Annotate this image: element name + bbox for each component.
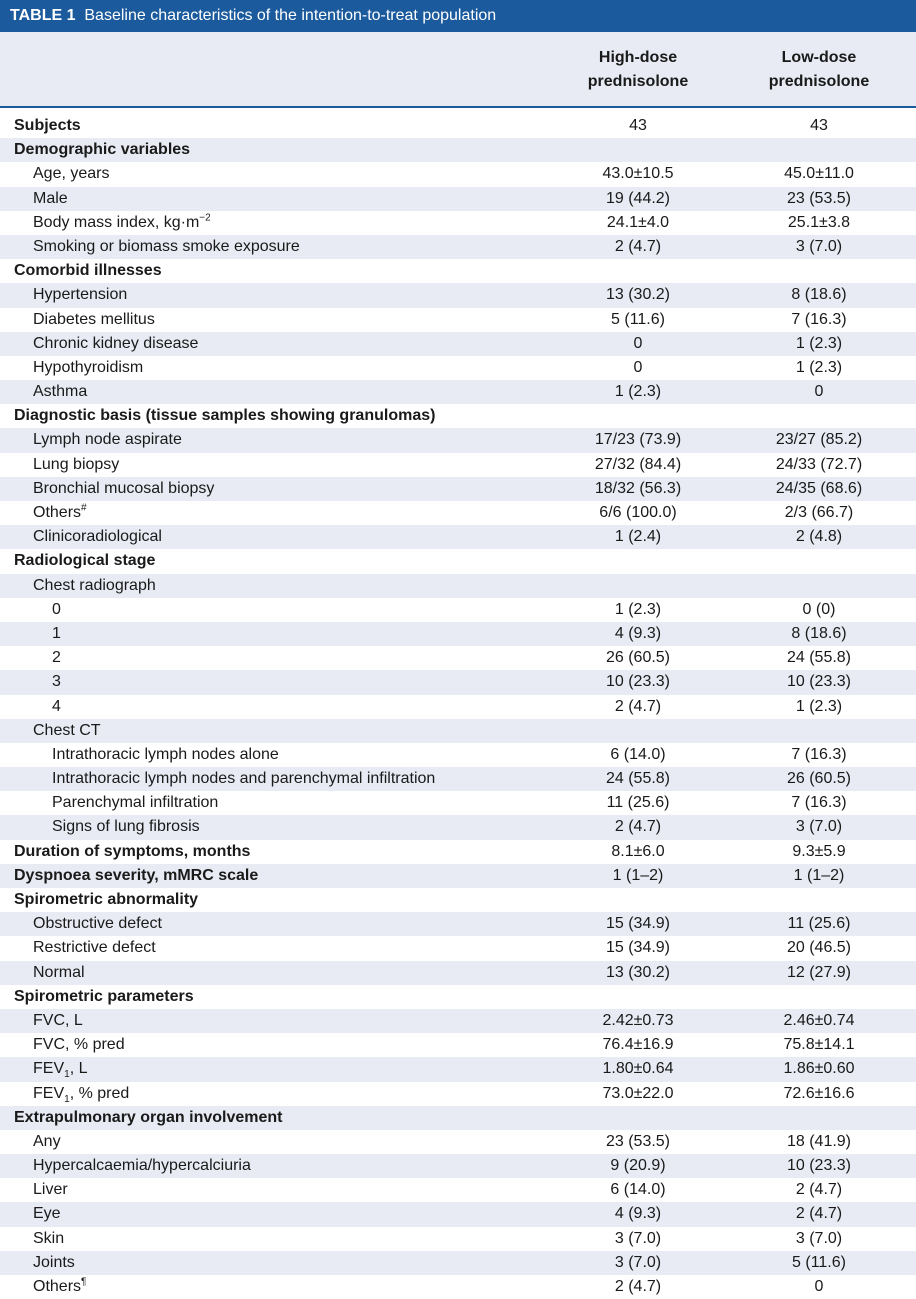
section-row	[0, 864, 916, 888]
row-label	[33, 235, 300, 259]
row-label-text: Others	[33, 504, 82, 521]
column-header-high-dose	[558, 46, 718, 94]
section-row	[0, 549, 916, 573]
table-title: Baseline characteristics of the intention-to-treat population	[84, 7, 497, 24]
low-dose-value: 5 (11.6)	[792, 1253, 846, 1271]
row-label-text: Demographic variables	[14, 141, 191, 159]
row-label-text: Intrathoracic lymph nodes and parenchymal infiltration	[52, 770, 436, 788]
row-label	[14, 888, 198, 912]
row-label-text: Hypothyroidism	[33, 358, 144, 376]
row-label	[33, 332, 198, 356]
table-row	[0, 356, 916, 380]
high-dose-value: 19 (44.2)	[605, 189, 671, 207]
table-row	[0, 646, 916, 670]
low-dose-value: 43	[810, 117, 828, 134]
high-dose-value: 1 (2.4)	[614, 528, 662, 546]
row-label	[52, 670, 61, 694]
row-label	[33, 211, 211, 235]
row-label	[33, 1057, 87, 1081]
table-row	[0, 1009, 916, 1033]
table-label: TABLE 1	[10, 7, 76, 24]
high-dose-value: 1 (1–2)	[612, 866, 664, 884]
low-dose-value: 45.0±11.0	[784, 165, 854, 183]
row-label-text: Dyspnoea severity, mMRC scale	[14, 866, 259, 884]
table-body	[0, 114, 916, 1299]
row-label	[33, 961, 85, 985]
low-dose-value: 24 (55.8)	[786, 649, 852, 667]
high-dose-value: 3 (7.0)	[614, 1253, 662, 1271]
low-dose-value: 2 (4.7)	[795, 1181, 843, 1199]
row-label-text: Liver	[33, 1181, 68, 1199]
row-label-text: Body mass index, kg·m	[33, 213, 200, 231]
low-dose-value: 12 (27.9)	[786, 963, 852, 981]
low-dose-value: 3 (7.0)	[795, 237, 843, 255]
row-label	[33, 912, 162, 936]
high-dose-value: 1 (2.3)	[614, 383, 662, 401]
high-dose-value: 9 (20.9)	[610, 1157, 666, 1175]
table-row	[0, 380, 916, 404]
row-label-text: Asthma	[33, 383, 88, 401]
row-label	[14, 549, 155, 573]
low-dose-value: 0	[814, 1278, 824, 1295]
row-label-text: Duration of symptoms, months	[14, 842, 251, 860]
row-label-text: Spirometric parameters	[14, 987, 194, 1005]
high-dose-value: 2 (4.7)	[614, 237, 662, 255]
table-row	[0, 791, 916, 815]
row-label	[14, 259, 162, 283]
footnote-marker: −2	[199, 212, 211, 224]
low-dose-value: 9.3±5.9	[792, 842, 846, 860]
low-dose-value: 10 (23.3)	[786, 673, 852, 691]
high-dose-value: 18/32 (56.3)	[594, 479, 682, 497]
row-label	[14, 1106, 283, 1130]
high-dose-value: 13 (30.2)	[605, 286, 671, 304]
table-row	[0, 332, 916, 356]
row-label-text: Signs of lung fibrosis	[52, 818, 200, 836]
row-label	[33, 308, 155, 332]
high-dose-value: 6/6 (100.0)	[599, 504, 677, 521]
row-label	[33, 380, 87, 404]
low-dose-value: 26 (60.5)	[786, 770, 852, 788]
high-dose-value: 15 (34.9)	[605, 939, 671, 957]
row-label-text: Skin	[33, 1229, 65, 1247]
row-label-text: Any	[33, 1132, 61, 1150]
table-row	[0, 477, 916, 501]
low-dose-value: 20 (46.5)	[786, 939, 852, 957]
row-label-text: Diabetes mellitus	[33, 310, 155, 328]
section-row	[0, 888, 916, 912]
high-dose-value: 2.42±0.73	[602, 1011, 674, 1029]
high-dose-value: 5 (11.6)	[611, 310, 665, 328]
row-label	[33, 525, 162, 549]
low-dose-value: 23/27 (85.2)	[775, 431, 863, 449]
row-label	[33, 477, 214, 501]
high-dose-value: 10 (23.3)	[605, 673, 671, 691]
high-dose-value: 43	[629, 117, 647, 134]
high-dose-value: 4 (9.3)	[614, 1205, 662, 1223]
high-dose-value: 43.0±10.5	[602, 165, 674, 183]
row-label	[33, 1178, 68, 1202]
high-dose-value: 6 (14.0)	[610, 745, 666, 763]
row-label	[33, 162, 109, 186]
table-row	[0, 1033, 916, 1057]
high-dose-value: 2 (4.7)	[614, 697, 662, 715]
low-dose-value: 1.86±0.60	[783, 1060, 855, 1078]
row-label-text: 4	[52, 697, 61, 715]
row-label	[33, 1227, 64, 1251]
section-row	[0, 985, 916, 1009]
high-dose-value: 24.1±4.0	[606, 213, 670, 231]
row-label	[52, 646, 61, 670]
row-label	[52, 767, 435, 791]
row-label-text: Chest CT	[33, 721, 101, 739]
table-row	[0, 670, 916, 694]
high-dose-value: 6 (14.0)	[610, 1181, 666, 1199]
row-label-text: Bronchial mucosal biopsy	[33, 479, 215, 497]
subscript: 1	[64, 1069, 70, 1081]
row-label	[52, 622, 61, 646]
row-label-text: 0	[52, 600, 61, 618]
row-label-text: Diagnostic basis (tissue samples showing granulomas)	[14, 407, 436, 425]
row-label-text: Age, years	[33, 165, 110, 183]
table-row	[0, 211, 916, 235]
section-row	[0, 138, 916, 162]
low-dose-value: 8 (18.6)	[791, 286, 847, 304]
low-dose-value: 0 (0)	[802, 600, 836, 618]
low-dose-value: 8 (18.6)	[791, 624, 847, 642]
low-dose-value: 23 (53.5)	[786, 189, 852, 207]
table-row	[0, 961, 916, 985]
table-row	[0, 815, 916, 839]
row-label-tail: , % pred	[69, 1084, 130, 1102]
section-row	[0, 1106, 916, 1130]
table-row	[0, 912, 916, 936]
high-dose-value: 4 (9.3)	[614, 624, 662, 642]
high-dose-value: 17/23 (73.9)	[594, 431, 682, 449]
table-row	[0, 1227, 916, 1251]
table-title-bar	[0, 0, 916, 32]
high-dose-value: 15 (34.9)	[605, 915, 671, 933]
row-label-text: Chest radiograph	[33, 576, 156, 594]
row-label-text: Chronic kidney disease	[33, 334, 199, 352]
high-dose-value: 0	[633, 358, 643, 376]
row-label-text: 1	[52, 624, 61, 642]
row-label-text: Lung biopsy	[33, 455, 120, 473]
row-label	[14, 114, 81, 138]
table-row	[0, 1251, 916, 1275]
row-label	[33, 1275, 86, 1299]
row-label	[52, 695, 61, 719]
table-row	[0, 187, 916, 211]
column-header-low-dose	[739, 46, 899, 94]
row-label	[52, 598, 61, 622]
row-label-text: FEV	[33, 1060, 65, 1078]
high-dose-value: 23 (53.5)	[605, 1132, 671, 1150]
low-dose-value: 24/35 (68.6)	[775, 479, 863, 497]
row-label-tail: , L	[69, 1060, 88, 1078]
low-dose-value: 11 (25.6)	[787, 915, 851, 933]
row-label-text: Male	[33, 189, 68, 207]
low-dose-value: 0	[814, 383, 824, 401]
row-label	[33, 1202, 61, 1226]
column-header-line: High-dose	[598, 49, 678, 66]
section-row	[0, 114, 916, 138]
row-label-text: Others	[33, 1278, 82, 1295]
low-dose-value: 7 (16.3)	[791, 310, 847, 328]
row-label	[14, 864, 258, 888]
section-row	[0, 840, 916, 864]
row-label-text: Subjects	[14, 117, 81, 134]
row-label	[33, 574, 156, 598]
row-label	[33, 1082, 129, 1106]
column-header-line: Low-dose	[781, 49, 857, 66]
table-header	[0, 32, 916, 108]
row-label-text: FEV	[33, 1084, 65, 1102]
table-row	[0, 743, 916, 767]
row-label-text: FVC, L	[33, 1011, 83, 1029]
subscript: 1	[64, 1093, 70, 1105]
table-row	[0, 1275, 916, 1299]
row-label-text: Obstructive defect	[33, 915, 162, 933]
low-dose-value: 72.6±16.6	[783, 1084, 855, 1102]
table-row	[0, 936, 916, 960]
low-dose-value: 1 (1–2)	[793, 866, 845, 884]
row-label-text: Comorbid illnesses	[14, 262, 162, 280]
low-dose-value: 75.8±14.1	[783, 1036, 855, 1054]
table-row	[0, 1130, 916, 1154]
section-row	[0, 404, 916, 428]
table-row	[0, 308, 916, 332]
table-row	[0, 622, 916, 646]
high-dose-value: 1 (2.3)	[614, 600, 662, 618]
table-row	[0, 598, 916, 622]
row-label-text: Parenchymal infiltration	[52, 794, 219, 812]
row-label	[33, 428, 182, 452]
row-label-text: Extrapulmonary organ involvement	[14, 1108, 283, 1126]
row-label	[33, 1009, 83, 1033]
row-label	[33, 187, 68, 211]
table-row	[0, 525, 916, 549]
row-label-text: 2	[52, 649, 61, 667]
high-dose-value: 2 (4.7)	[614, 818, 662, 836]
low-dose-value: 1 (2.3)	[795, 697, 843, 715]
low-dose-value: 2/3 (66.7)	[784, 504, 854, 521]
row-label-text: Intrathoracic lymph nodes alone	[52, 745, 279, 763]
row-label	[33, 1251, 75, 1275]
row-label-text: Radiological stage	[14, 552, 156, 570]
table-row	[0, 235, 916, 259]
high-dose-value: 24 (55.8)	[605, 770, 671, 788]
row-label	[14, 985, 194, 1009]
row-label	[33, 1033, 125, 1057]
low-dose-value: 3 (7.0)	[795, 818, 843, 836]
row-label	[14, 138, 190, 162]
footnote-marker: ¶	[81, 1276, 87, 1288]
low-dose-value: 25.1±3.8	[787, 213, 851, 231]
table-row	[0, 719, 916, 743]
row-label-text: Lymph node aspirate	[33, 431, 182, 449]
row-label-text: Hypertension	[33, 286, 128, 304]
row-label	[33, 501, 87, 525]
row-label-text: Restrictive defect	[33, 939, 156, 957]
footnote-marker: #	[81, 502, 87, 514]
row-label-text: Spirometric abnormality	[14, 891, 199, 908]
row-label	[33, 453, 119, 477]
row-label	[33, 1154, 251, 1178]
high-dose-value: 73.0±22.0	[602, 1084, 674, 1102]
high-dose-value: 13 (30.2)	[605, 963, 671, 981]
table-row	[0, 453, 916, 477]
low-dose-value: 1 (2.3)	[795, 334, 843, 352]
row-label-text: Eye	[33, 1205, 61, 1223]
high-dose-value: 0	[633, 334, 643, 352]
row-label-text: Clinicoradiological	[33, 528, 162, 546]
row-label	[33, 936, 156, 960]
row-label	[33, 1130, 61, 1154]
low-dose-value: 24/33 (72.7)	[775, 455, 863, 473]
table-row	[0, 1154, 916, 1178]
row-label-text: Hypercalcaemia/hypercalciuria	[33, 1157, 251, 1175]
low-dose-value: 18 (41.9)	[786, 1132, 852, 1150]
table-row	[0, 1178, 916, 1202]
high-dose-value: 26 (60.5)	[605, 649, 671, 667]
table-row	[0, 428, 916, 452]
row-label-text: FVC, % pred	[33, 1036, 125, 1054]
row-label-text: Normal	[33, 963, 85, 981]
row-label	[33, 356, 143, 380]
table-row	[0, 1202, 916, 1226]
low-dose-value: 1 (2.3)	[795, 358, 843, 376]
table-row	[0, 162, 916, 186]
row-label	[14, 840, 250, 864]
column-header-line: prednisolone	[768, 73, 870, 90]
high-dose-value: 3 (7.0)	[614, 1229, 662, 1247]
row-label	[14, 404, 435, 428]
low-dose-value: 10 (23.3)	[786, 1157, 852, 1175]
table-row	[0, 695, 916, 719]
low-dose-value: 3 (7.0)	[795, 1229, 843, 1247]
low-dose-value: 7 (16.3)	[791, 794, 847, 812]
high-dose-value: 11 (25.6)	[606, 794, 670, 812]
section-row	[0, 259, 916, 283]
row-label-text: Joints	[33, 1253, 75, 1271]
row-label	[52, 815, 200, 839]
row-label-text: Smoking or biomass smoke exposure	[33, 237, 300, 255]
table-row	[0, 767, 916, 791]
row-label-text: 3	[52, 673, 61, 691]
table-row	[0, 574, 916, 598]
high-dose-value: 76.4±16.9	[602, 1036, 674, 1054]
row-label	[33, 719, 101, 743]
low-dose-value: 2 (4.7)	[795, 1205, 843, 1223]
high-dose-value: 27/32 (84.4)	[594, 455, 682, 473]
high-dose-value: 1.80±0.64	[602, 1060, 674, 1078]
high-dose-value: 2 (4.7)	[614, 1278, 662, 1295]
row-label	[33, 283, 127, 307]
low-dose-value: 7 (16.3)	[791, 745, 847, 763]
row-label	[52, 743, 279, 767]
high-dose-value: 8.1±6.0	[611, 842, 665, 860]
table-row	[0, 1082, 916, 1106]
row-label	[52, 791, 218, 815]
low-dose-value: 2 (4.8)	[795, 528, 843, 546]
low-dose-value: 2.46±0.74	[783, 1011, 855, 1029]
table-row	[0, 1057, 916, 1081]
table-row	[0, 283, 916, 307]
column-header-line: prednisolone	[587, 73, 689, 90]
table-row	[0, 501, 916, 525]
